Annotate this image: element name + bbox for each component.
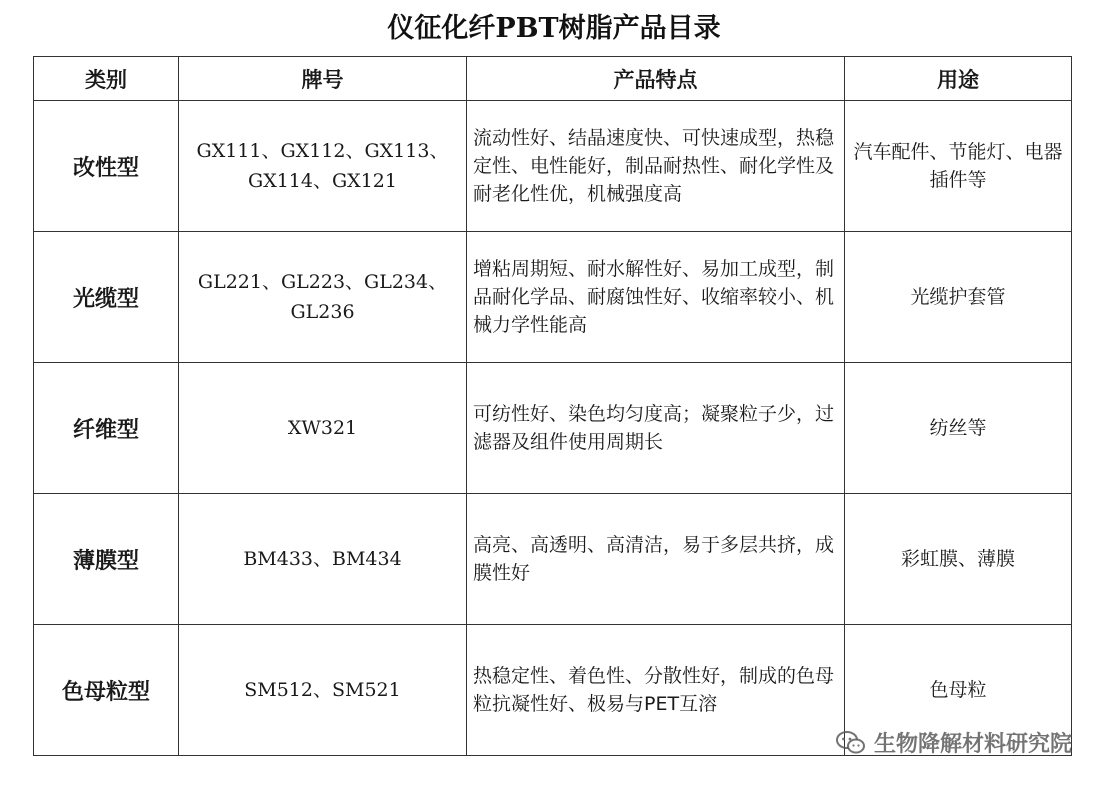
cell-grade: GL221、GL223、GL234、GL236 (179, 232, 467, 363)
cell-uses: 光缆护套管 (845, 232, 1072, 363)
document-title: 仪征化纤PBT树脂产品目录 (387, 13, 721, 44)
table-row (34, 101, 1072, 232)
cell-features: 可纺性好、染色均匀度高；凝聚粒子少，过滤器及组件使用周期长 (467, 363, 845, 494)
cell-features: 高亮、高透明、高清洁，易于多层共挤，成膜性好 (467, 494, 845, 625)
cell-grade: BM433、BM434 (179, 494, 467, 625)
wechat-icon (836, 730, 866, 756)
cell-uses: 汽车配件、节能灯、电器插件等 (845, 101, 1072, 232)
cell-category: 薄膜型 (34, 494, 179, 625)
cell-uses: 彩虹膜、薄膜 (845, 494, 1072, 625)
cell-features: 流动性好、结晶速度快、可快速成型，热稳定性、电性能好，制品耐热性、耐化学性及耐老化性优，机械强度高 (467, 101, 845, 232)
table-header-row (34, 57, 1072, 101)
header-category: 类别 (34, 57, 179, 101)
cell-uses: 色母粒 (845, 625, 1072, 756)
cell-grade: GX111、GX112、GX113、GX114、GX121 (179, 101, 467, 232)
cell-features: 热稳定性、着色性、分散性好，制成的色母粒抗凝性好、极易与PET互溶 (467, 625, 845, 756)
watermark (836, 727, 1072, 758)
cell-features: 增粘周期短、耐水解性好、易加工成型，制品耐化学品、耐腐蚀性好、收缩率较小、机械力学性能高 (467, 232, 845, 363)
cell-category: 光缆型 (34, 232, 179, 363)
header-features: 产品特点 (467, 57, 845, 101)
header-uses: 用途 (845, 57, 1072, 101)
table-row (34, 494, 1072, 625)
watermark-text: 生物降解材料研究院 (873, 732, 1072, 757)
header-grade: 牌号 (179, 57, 467, 101)
cell-grade: XW321 (179, 363, 467, 494)
cell-category: 改性型 (34, 101, 179, 232)
cell-category: 纤维型 (34, 363, 179, 494)
product-catalog-table (33, 56, 1072, 756)
cell-grade: SM512、SM521 (179, 625, 467, 756)
cell-uses: 纺丝等 (845, 363, 1072, 494)
cell-category: 色母粒型 (34, 625, 179, 756)
table-row (34, 232, 1072, 363)
table-row (34, 363, 1072, 494)
